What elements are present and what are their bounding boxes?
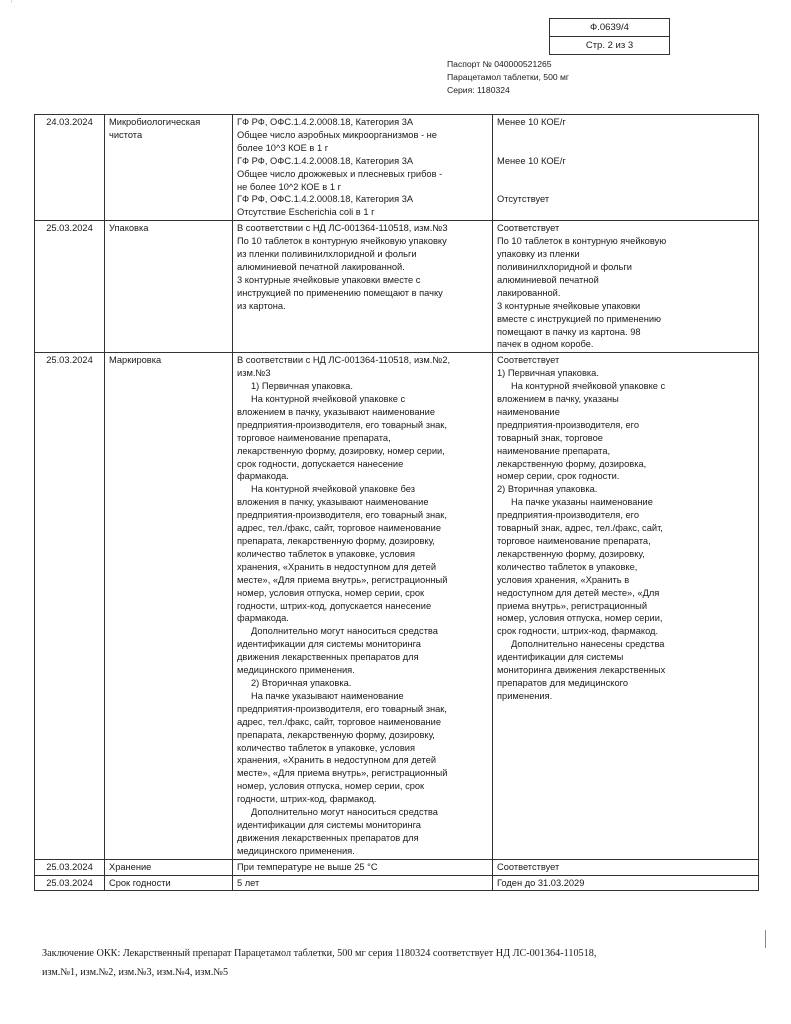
text-line: номер, условия отпуска, номер серии, срок bbox=[237, 587, 425, 598]
product-name: Парацетамол таблетки, 500 мг bbox=[447, 72, 570, 82]
text-line: Дополнительно могут наноситься средства bbox=[251, 807, 438, 818]
text-line: На пачке указывают наименование bbox=[251, 690, 404, 701]
text-line: более 10^3 КОЕ в 1 г bbox=[237, 142, 329, 153]
text-line: Отсутствует bbox=[497, 194, 550, 205]
test-parameter bbox=[105, 221, 233, 353]
text-line: медицинского применения. bbox=[237, 665, 355, 676]
text-line: месте», «Для приема внутрь», регистрационный bbox=[237, 768, 448, 779]
text-line: 5 лет bbox=[237, 877, 260, 888]
text-line: идентификации для системы мониторинга bbox=[237, 819, 421, 830]
scan-mark: ʾ bbox=[10, 0, 14, 11]
text-line bbox=[497, 142, 754, 155]
result-cell bbox=[493, 221, 759, 353]
text-line: лакированной. bbox=[497, 287, 561, 298]
text-line: предприятия-производителя, его товарный знак, bbox=[237, 510, 447, 521]
text-line: количество таблеток в упаковке, bbox=[497, 561, 638, 572]
text-line: 3 контурные ячейковые упаковки bbox=[497, 300, 641, 311]
document-header bbox=[447, 58, 569, 97]
result-cell bbox=[493, 859, 759, 875]
test-results-table bbox=[34, 114, 759, 891]
text-line bbox=[497, 129, 754, 142]
text-line: приема внутрь», регистрационный bbox=[497, 600, 648, 611]
requirement-cell bbox=[233, 115, 493, 221]
text-line: алюминиевой печатной лакированной. bbox=[237, 261, 405, 272]
text-line: лекарственную форму, дозировку, bbox=[497, 548, 645, 559]
text-line: чистота bbox=[109, 129, 143, 140]
text-line: 1) Первичная упаковка. bbox=[497, 368, 599, 379]
requirement-cell bbox=[233, 875, 493, 891]
text-line: условия хранения, «Хранить в bbox=[497, 574, 630, 585]
text-line: По 10 таблеток в контурную ячейковую bbox=[497, 236, 667, 247]
result-cell bbox=[493, 353, 759, 859]
conclusion-line: изм.№1, изм.№2, изм.№3, изм.№4, изм.№5 bbox=[42, 967, 229, 978]
text-line: На пачке указаны наименование bbox=[511, 497, 653, 508]
table-row bbox=[35, 221, 759, 353]
test-parameter bbox=[105, 875, 233, 891]
table-row bbox=[35, 115, 759, 221]
test-date: 24.03.2024 bbox=[35, 115, 105, 221]
text-line: не более 10^2 КОЕ в 1 г bbox=[237, 181, 341, 192]
form-code: Ф.0639/4 bbox=[590, 22, 629, 33]
text-line: Срок годности bbox=[109, 877, 171, 888]
text-line: препаратов для медицинского bbox=[497, 677, 629, 688]
text-line: Хранение bbox=[109, 861, 152, 872]
requirement-cell bbox=[233, 859, 493, 875]
text-line: из картона. bbox=[237, 300, 286, 311]
text-line: фармакода. bbox=[237, 613, 289, 624]
text-line: поливинилхлоридной и фольги bbox=[497, 261, 632, 272]
text-line: Отсутствие Escherichia coli в 1 г bbox=[237, 207, 375, 218]
result-cell bbox=[493, 115, 759, 221]
text-line: По 10 таблеток в контурную ячейковую упаковку bbox=[237, 236, 447, 247]
requirement-cell bbox=[233, 353, 493, 859]
text-line: ГФ РФ, ОФС.1.4.2.0008.18, Категория 3А bbox=[237, 117, 414, 127]
text-line: номер, условия отпуска, номер серии, bbox=[497, 613, 663, 624]
requirement-cell bbox=[233, 221, 493, 353]
text-line: срок годности, штрих-код, фармакод. bbox=[497, 626, 659, 637]
text-line: ГФ РФ, ОФС.1.4.2.0008.18, Категория 3А bbox=[237, 155, 414, 166]
text-line: изм.№3 bbox=[237, 368, 271, 379]
conclusion-line: Заключение ОКК: Лекарственный препарат Парацетамол таблетки, 500 мг серия 1180324 соответствует НД ЛС-001364-110518, bbox=[42, 948, 597, 959]
text-line: препарата, лекарственную форму, дозировку, bbox=[237, 536, 435, 546]
text-line: применения. bbox=[497, 690, 553, 701]
test-parameter bbox=[105, 115, 233, 221]
text-line: хранения, «Хранить в недоступном для детей bbox=[237, 755, 437, 766]
text-line: количество таблеток в упаковке, условия bbox=[237, 742, 415, 753]
text-line bbox=[497, 168, 754, 181]
text-line: Маркировка bbox=[109, 355, 162, 366]
text-line: товарный знак, адрес, тел./факс, сайт, bbox=[497, 523, 663, 534]
text-line: Дополнительно могут наноситься средства bbox=[251, 626, 438, 637]
text-line bbox=[497, 180, 754, 193]
text-line: фармакода. bbox=[237, 471, 289, 482]
text-line: хранения, «Хранить в недоступном для детей bbox=[237, 561, 437, 572]
text-line: недоступном для детей месте», «Для bbox=[497, 587, 660, 598]
text-line: номер серии, срок годности. bbox=[497, 471, 620, 482]
text-line: пачек в одном коробе. bbox=[497, 339, 594, 350]
passport-number: Паспорт № 040000521265 bbox=[447, 59, 552, 69]
text-line: идентификации для системы bbox=[497, 652, 624, 663]
text-line: годности, штрих-код, фармакод. bbox=[237, 794, 377, 805]
series-number: Серия: 1180324 bbox=[447, 85, 510, 95]
text-line: 3 контурные ячейковые упаковки вместе с bbox=[237, 274, 421, 285]
text-line: вложения в пачку, указывают наименование bbox=[237, 497, 429, 508]
text-line: На контурной ячейковой упаковке с bbox=[251, 394, 406, 405]
text-line: Дополнительно нанесены средства bbox=[511, 639, 665, 650]
test-parameter bbox=[105, 859, 233, 875]
test-parameter bbox=[105, 353, 233, 859]
text-line: срок годности, допускается нанесение bbox=[237, 458, 404, 469]
text-line: В соответствии с НД ЛС-001364-110518, изм.№3 bbox=[237, 223, 448, 234]
text-line: лекарственную форму, дозировку, номер серии, bbox=[237, 445, 445, 456]
test-date: 25.03.2024 bbox=[35, 221, 105, 353]
test-date: 25.03.2024 bbox=[35, 875, 105, 891]
text-line: предприятия-производителя, его bbox=[497, 510, 640, 521]
text-line: годности, штрих-код, допускается нанесение bbox=[237, 600, 432, 611]
text-line: месте», «Для приема внутрь», регистрационный bbox=[237, 574, 448, 585]
text-line: Соответствует bbox=[497, 355, 560, 366]
text-line: инструкцией по применению помещают в пачку bbox=[237, 287, 443, 298]
text-line: Годен до 31.03.2029 bbox=[497, 877, 585, 888]
text-line: лекарственную форму, дозировка, bbox=[497, 458, 647, 469]
text-line: вместе с инструкцией по применению bbox=[497, 313, 662, 324]
form-code-box bbox=[549, 18, 670, 55]
test-date: 25.03.2024 bbox=[35, 353, 105, 859]
text-line: Микробиологическая bbox=[109, 117, 201, 127]
text-line: движения лекарственных препаратов для bbox=[237, 652, 419, 663]
text-line: мониторинга движения лекарственных bbox=[497, 665, 666, 676]
text-line: упаковку из пленки bbox=[497, 249, 580, 260]
text-line: движения лекарственных препаратов для bbox=[237, 832, 419, 843]
text-line: Соответствует bbox=[497, 861, 560, 872]
text-line: Соответствует bbox=[497, 223, 560, 234]
scan-mark bbox=[765, 930, 766, 948]
table-row bbox=[35, 353, 759, 859]
text-line: товарный знак, торговое bbox=[497, 432, 603, 443]
text-line: Упаковка bbox=[109, 223, 149, 234]
text-line: Менее 10 КОЕ/г bbox=[497, 117, 566, 127]
text-line: На контурной ячейковой упаковке без bbox=[251, 484, 415, 495]
test-date: 25.03.2024 bbox=[35, 859, 105, 875]
text-line: адрес, тел./факс, сайт, торговое наименование bbox=[237, 716, 442, 727]
text-line: номер, условия отпуска, номер серии, срок bbox=[237, 781, 425, 792]
text-line: препарата, лекарственную форму, дозировку, bbox=[237, 729, 435, 740]
text-line: ГФ РФ, ОФС.1.4.2.0008.18, Категория 3А bbox=[237, 194, 414, 205]
text-line: медицинского применения. bbox=[237, 845, 355, 856]
text-line: наименование bbox=[497, 406, 560, 417]
text-line: предприятия-производителя, его товарный знак, bbox=[237, 703, 447, 714]
text-line: алюминиевой печатной bbox=[497, 274, 599, 285]
text-line: торговое наименование препарата, bbox=[497, 536, 651, 546]
text-line: предприятия-производителя, его bbox=[497, 419, 640, 430]
text-line: из пленки поливинилхлоридной и фольги bbox=[237, 249, 417, 260]
text-line: Общее число аэробных микроорганизмов - не bbox=[237, 129, 437, 140]
text-line: 1) Первичная упаковка. bbox=[251, 381, 353, 392]
text-line: наименование препарата, bbox=[497, 445, 611, 456]
text-line: адрес, тел./факс, сайт, торговое наименование bbox=[237, 523, 442, 534]
table-row bbox=[35, 859, 759, 875]
text-line: 2) Вторичная упаковка. bbox=[251, 677, 352, 688]
text-line: помещают в пачку из картона. 98 bbox=[497, 326, 641, 337]
text-line: торговое наименование препарата, bbox=[237, 432, 391, 443]
text-line: вложением в пачку, указаны bbox=[497, 394, 619, 405]
result-cell bbox=[493, 875, 759, 891]
text-line: предприятия-производителя, его товарный знак, bbox=[237, 419, 447, 430]
table-row bbox=[35, 875, 759, 891]
text-line: вложением в пачку, указывают наименование bbox=[237, 406, 436, 417]
text-line: идентификации для системы мониторинга bbox=[237, 639, 421, 650]
text-line: Менее 10 КОЕ/г bbox=[497, 155, 566, 166]
text-line: количество таблеток в упаковке, условия bbox=[237, 548, 415, 559]
page-number: Стр. 2 из 3 bbox=[550, 36, 669, 54]
conclusion bbox=[42, 944, 762, 982]
text-line: На контурной ячейковой упаковке с bbox=[511, 381, 666, 392]
text-line: 2) Вторичная упаковка. bbox=[497, 484, 598, 495]
text-line: При температуре не выше 25 °С bbox=[237, 861, 378, 872]
text-line: В соответствии с НД ЛС-001364-110518, изм.№2, bbox=[237, 355, 451, 366]
text-line: Общее число дрожжевых и плесневых грибов - bbox=[237, 168, 443, 179]
